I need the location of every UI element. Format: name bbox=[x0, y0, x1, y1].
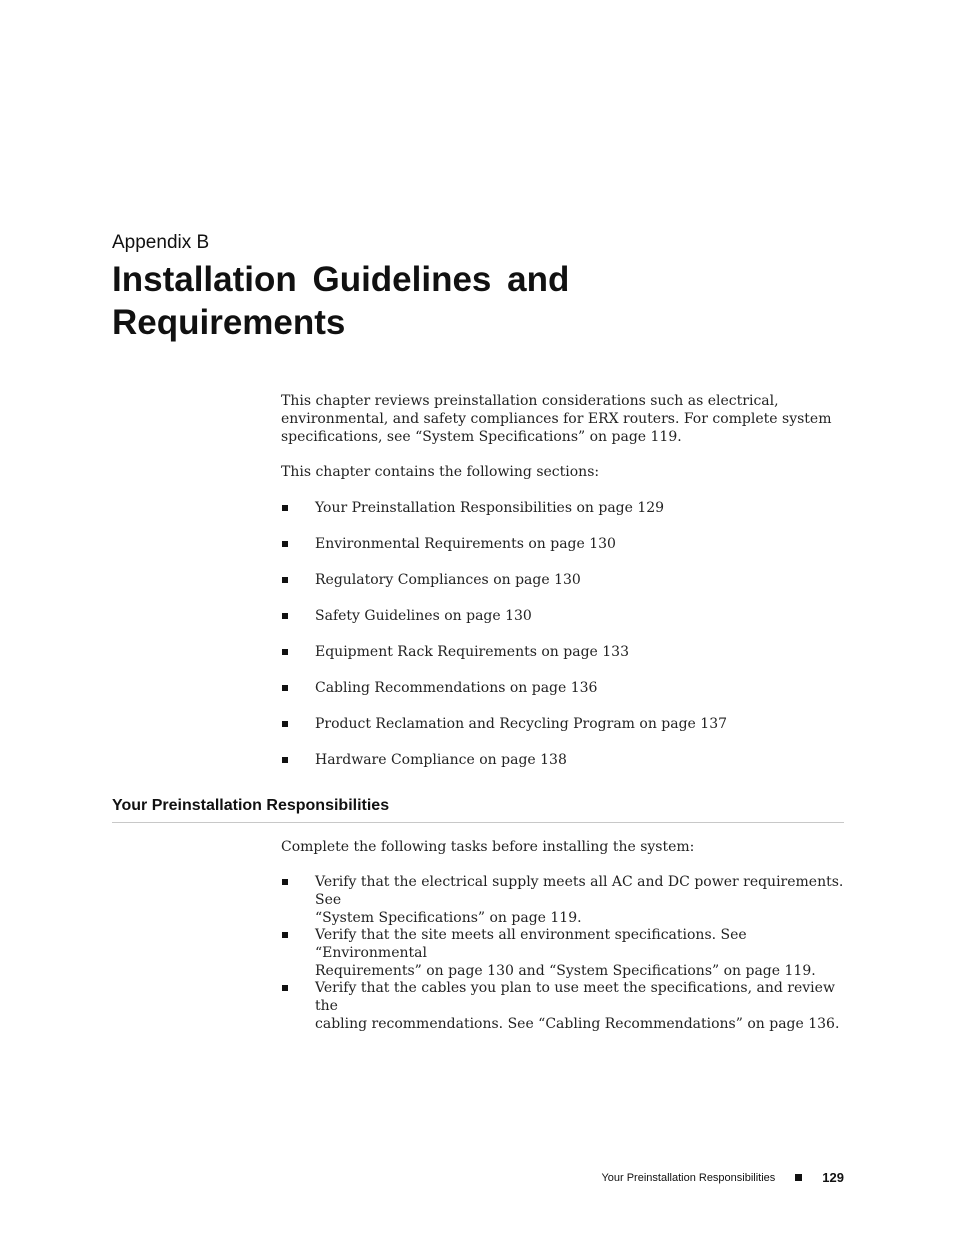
footer-section-title: Your Preinstallation Responsibilities bbox=[601, 1171, 776, 1184]
task-item bbox=[281, 926, 846, 980]
list-item bbox=[281, 607, 532, 625]
list-item bbox=[281, 751, 567, 769]
task-line: Requirements” on page 130 and “System Specifications” on page 119. bbox=[315, 963, 816, 979]
task-item bbox=[281, 873, 846, 927]
bullet-icon bbox=[282, 649, 288, 655]
intro-paragraph-line: specifications, see “System Specifications” on page 119. bbox=[281, 429, 682, 445]
bullet-icon bbox=[282, 505, 288, 511]
list-item bbox=[281, 499, 664, 517]
list-item bbox=[281, 679, 597, 697]
intro-paragraph bbox=[281, 392, 846, 446]
section-link[interactable]: Product Reclamation and Recycling Program on page 137 bbox=[315, 716, 728, 732]
chapter-title-line1: Installation Guidelines and bbox=[112, 260, 570, 299]
bullet-icon bbox=[282, 613, 288, 619]
task-line: Verify that the cables you plan to use meet the specifications, and review the bbox=[315, 980, 835, 1014]
intro-paragraph-line: environmental, and safety compliances for ERX routers. For complete system bbox=[281, 411, 832, 427]
intro-paragraph-line: This chapter reviews preinstallation considerations such as electrical, bbox=[281, 393, 779, 409]
bullet-icon bbox=[282, 757, 288, 763]
section-heading: Your Preinstallation Responsibilities bbox=[112, 797, 390, 814]
section-link[interactable]: Your Preinstallation Responsibilities on page 129 bbox=[315, 500, 665, 516]
bullet-icon bbox=[282, 685, 288, 691]
footer-square-icon bbox=[795, 1174, 802, 1181]
bullet-icon bbox=[282, 721, 288, 727]
section-link[interactable]: Equipment Rack Requirements on page 133 bbox=[315, 644, 629, 660]
tasks-intro: Complete the following tasks before installing the system: bbox=[281, 839, 695, 855]
section-link[interactable]: Regulatory Compliances on page 130 bbox=[315, 572, 581, 588]
section-link[interactable]: Hardware Compliance on page 138 bbox=[315, 752, 567, 768]
chapter-title bbox=[112, 258, 569, 344]
sections-intro: This chapter contains the following sections: bbox=[281, 464, 600, 480]
bullet-icon bbox=[282, 985, 288, 991]
section-link[interactable]: Safety Guidelines on page 130 bbox=[315, 608, 532, 624]
section-link[interactable]: Cabling Recommendations on page 136 bbox=[315, 680, 598, 696]
list-item bbox=[281, 715, 727, 733]
bullet-icon bbox=[282, 577, 288, 583]
bullet-icon bbox=[282, 932, 288, 938]
bullet-icon bbox=[282, 879, 288, 885]
list-item bbox=[281, 643, 629, 661]
task-line: Verify that the site meets all environment specifications. See “Environmental bbox=[315, 927, 747, 961]
task-line: Verify that the electrical supply meets all AC and DC power requirements. See bbox=[315, 874, 844, 908]
task-line: “System Specifications” on page 119. bbox=[315, 910, 582, 926]
bullet-icon bbox=[282, 541, 288, 547]
section-divider bbox=[112, 822, 844, 823]
task-line: cabling recommendations. See “Cabling Recommendations” on page 136. bbox=[315, 1016, 840, 1032]
section-link[interactable]: Environmental Requirements on page 130 bbox=[315, 536, 616, 552]
page-footer bbox=[601, 1170, 844, 1185]
task-item bbox=[281, 979, 846, 1033]
list-item bbox=[281, 571, 581, 589]
chapter-title-line2: Requirements bbox=[112, 303, 346, 342]
list-item bbox=[281, 535, 616, 553]
appendix-label: Appendix B bbox=[112, 232, 210, 253]
page-number: 129 bbox=[822, 1170, 844, 1185]
